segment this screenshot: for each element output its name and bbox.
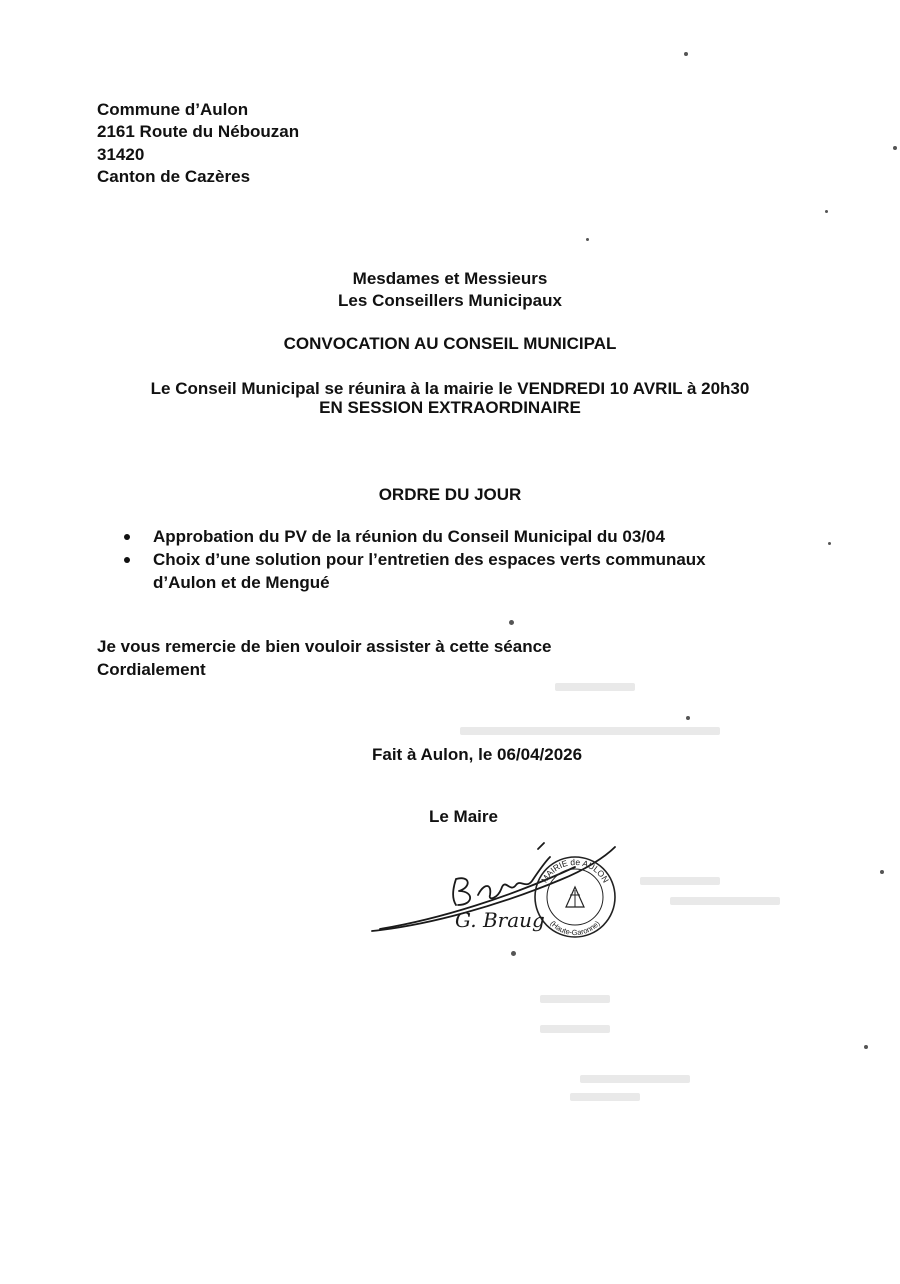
bleed-through-mark — [580, 1075, 690, 1083]
agenda-item-text-continued: d’Aulon et de Mengué — [153, 573, 330, 592]
scan-speck — [828, 542, 831, 545]
signature-stamp-graphic — [360, 835, 630, 945]
official-stamp — [535, 857, 615, 937]
signature-stroke — [453, 878, 470, 905]
bleed-through-mark — [555, 683, 635, 691]
bleed-through-mark — [570, 1093, 640, 1101]
signature-stroke — [538, 843, 544, 849]
bleed-through-mark — [540, 995, 610, 1003]
sender-street: 2161 Route du Nébouzan — [97, 122, 300, 141]
bleed-through-mark — [460, 727, 720, 735]
scan-speck — [586, 238, 589, 241]
closing-salutation: Cordialement — [97, 660, 206, 679]
scan-speck — [686, 716, 690, 720]
sender-name: Commune d’Aulon — [97, 100, 249, 119]
stamp-subtext: (Haute-Garonne) — [548, 918, 602, 938]
recipient-line-2: Les Conseillers Municipaux — [338, 291, 562, 310]
announcement-line-2: EN SESSION EXTRAORDINAIRE — [319, 398, 581, 417]
sender-canton: Canton de Cazères — [97, 167, 251, 186]
bleed-through-mark — [640, 877, 720, 885]
scan-speck — [511, 951, 516, 956]
handwritten-name: G. Braug — [455, 908, 545, 932]
announcement-line-1: Le Conseil Municipal se réunira à la mairie le VENDREDI 10 AVRIL à 20h30 — [150, 379, 750, 398]
signatory-title: Le Maire — [429, 807, 498, 826]
bullet-icon — [124, 534, 130, 540]
agenda-heading: ORDRE DU JOUR — [378, 485, 522, 504]
bleed-through-mark — [540, 1025, 610, 1033]
recipient-line-1: Mesdames et Messieurs — [352, 269, 548, 288]
scan-speck — [893, 146, 897, 150]
scan-speck — [864, 1045, 868, 1049]
bleed-through-mark — [670, 897, 780, 905]
sender-postcode: 31420 — [97, 145, 145, 164]
scan-speck — [684, 52, 688, 56]
scan-speck — [880, 870, 884, 874]
agenda-item-text: Choix d’une solution pour l’entretien des espaces verts communaux — [153, 550, 706, 569]
document-title: CONVOCATION AU CONSEIL MUNICIPAL — [283, 334, 617, 353]
agenda-item-text: Approbation du PV de la réunion du Conseil Municipal du 03/04 — [153, 527, 665, 546]
stamp-text: MAIRIE de AULON — [539, 856, 612, 885]
closing-line: Je vous remercie de bien vouloir assister à cette séance — [97, 637, 552, 656]
scan-speck — [825, 210, 828, 213]
scan-speck — [509, 620, 514, 625]
bullet-icon — [124, 557, 130, 563]
place-date: Fait à Aulon, le 06/04/2026 — [372, 745, 583, 764]
